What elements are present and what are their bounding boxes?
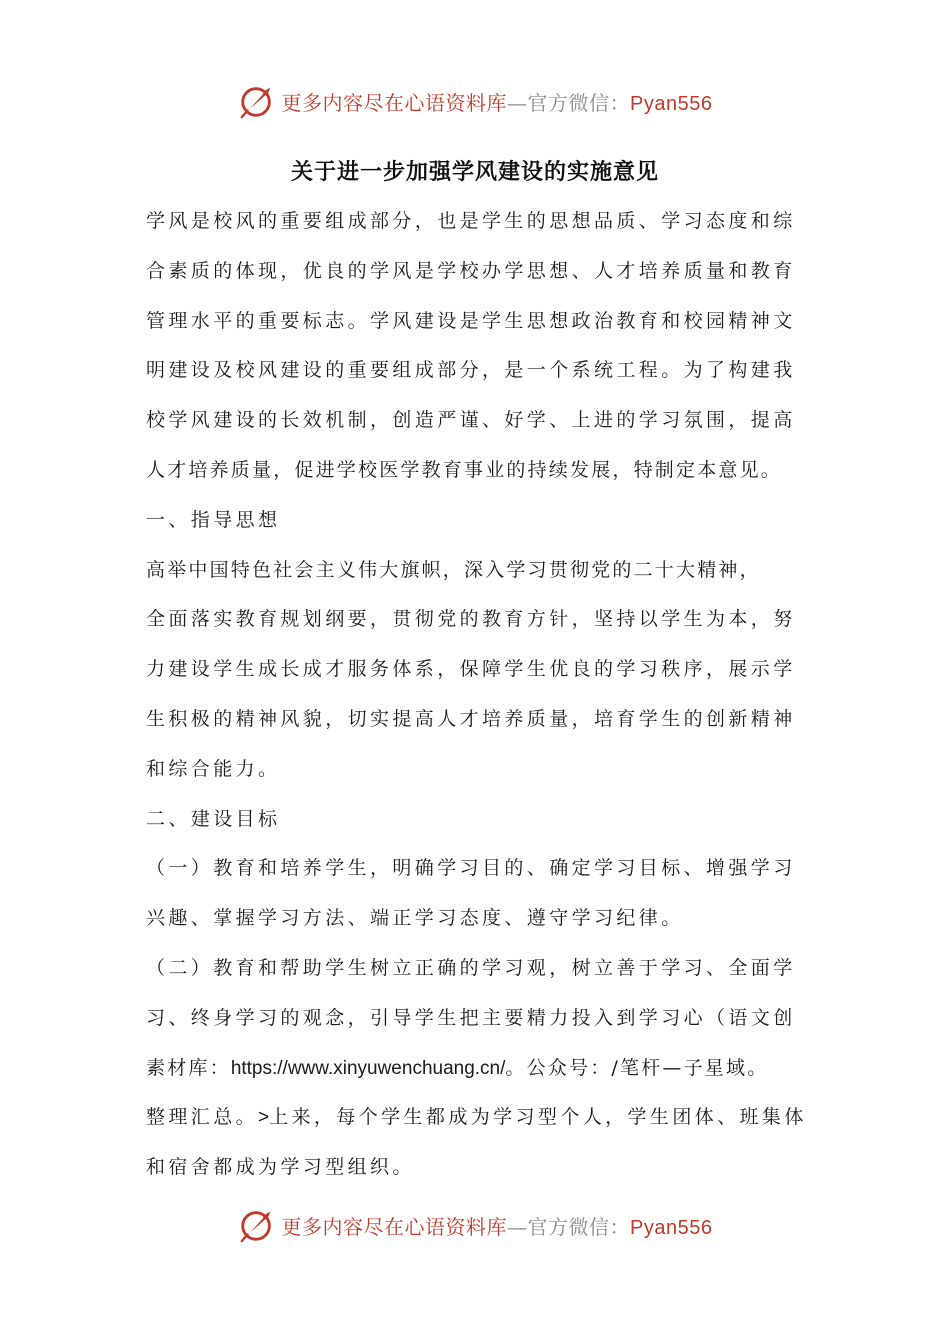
body-line: 和综合能力。 <box>146 757 281 780</box>
body-line: （一）教育和培养学生，明确学习目的、确定学习目标、增强学习 <box>146 857 796 880</box>
footer-banner <box>0 1206 950 1244</box>
body-line: 兴趣、掌握学习方法、端正学习态度、遵守学习纪律。 <box>146 907 684 930</box>
body-line: 全面落实教育规划纲要，贯彻党的教育方针，坚持以学生为本，努 <box>146 608 796 631</box>
quill-logo-icon <box>238 82 276 120</box>
body-line: 校学风建设的长效机制，创造严谨、好学、上进的学习氛围，提高 <box>146 409 796 432</box>
body-line: 整理汇总。>上来，每个学生都成为学习型个人，学生团体、班集体 <box>146 1106 807 1129</box>
document-title: 关于进一步加强学风建设的实施意见 <box>290 159 659 185</box>
body-line-url: 素材库：https://www.xinyuwenchuang.cn/。公众号：/笔杆—子星域。 <box>146 1056 769 1079</box>
source-url-link[interactable]: https://www.xinyuwenchuang.cn/ <box>230 1057 506 1079</box>
body-line: 明建设及校风建设的重要组成部分，是一个系统工程。为了构建我 <box>146 359 796 382</box>
body-line: 生积极的精神风貌，切实提高人才培养质量，培育学生的创新精神 <box>146 707 796 730</box>
footer-banner-text: 更多内容尽在心语资料库—官方微信：Pyan556 <box>281 1214 713 1239</box>
body-line: 和宿舍都成为学习型组织。 <box>146 1156 415 1179</box>
body-line: 高举中国特色社会主义伟大旗帜，深入学习贯彻党的二十大精神， <box>146 558 761 581</box>
document-body <box>146 197 810 1193</box>
header-banner-text: 更多内容尽在心语资料库—官方微信：Pyan556 <box>281 90 713 115</box>
quill-logo-icon <box>238 1206 276 1244</box>
body-line: 合素质的体现，优良的学风是学校办学思想、人才培养质量和教育 <box>146 259 796 282</box>
body-line: 管理水平的重要标志。学风建设是学生思想政治教育和校园精神文 <box>146 309 796 332</box>
body-line: 人才培养质量，促进学校医学教育事业的持续发展，特制定本意见。 <box>146 458 783 481</box>
body-line: （二）教育和帮助学生树立正确的学习观，树立善于学习、全面学 <box>146 956 796 979</box>
header-banner <box>0 82 950 120</box>
section-heading: 二、建设目标 <box>146 807 281 830</box>
section-heading: 一、指导思想 <box>146 508 281 531</box>
body-line: 习、终身学习的观念，引导学生把主要精力投入到学习心（语文创 <box>146 1006 796 1029</box>
body-line: 力建设学生成长成才服务体系，保障学生优良的学习秩序，展示学 <box>146 658 796 681</box>
body-line: 学风是校风的重要组成部分，也是学生的思想品质、学习态度和综 <box>146 210 796 232</box>
